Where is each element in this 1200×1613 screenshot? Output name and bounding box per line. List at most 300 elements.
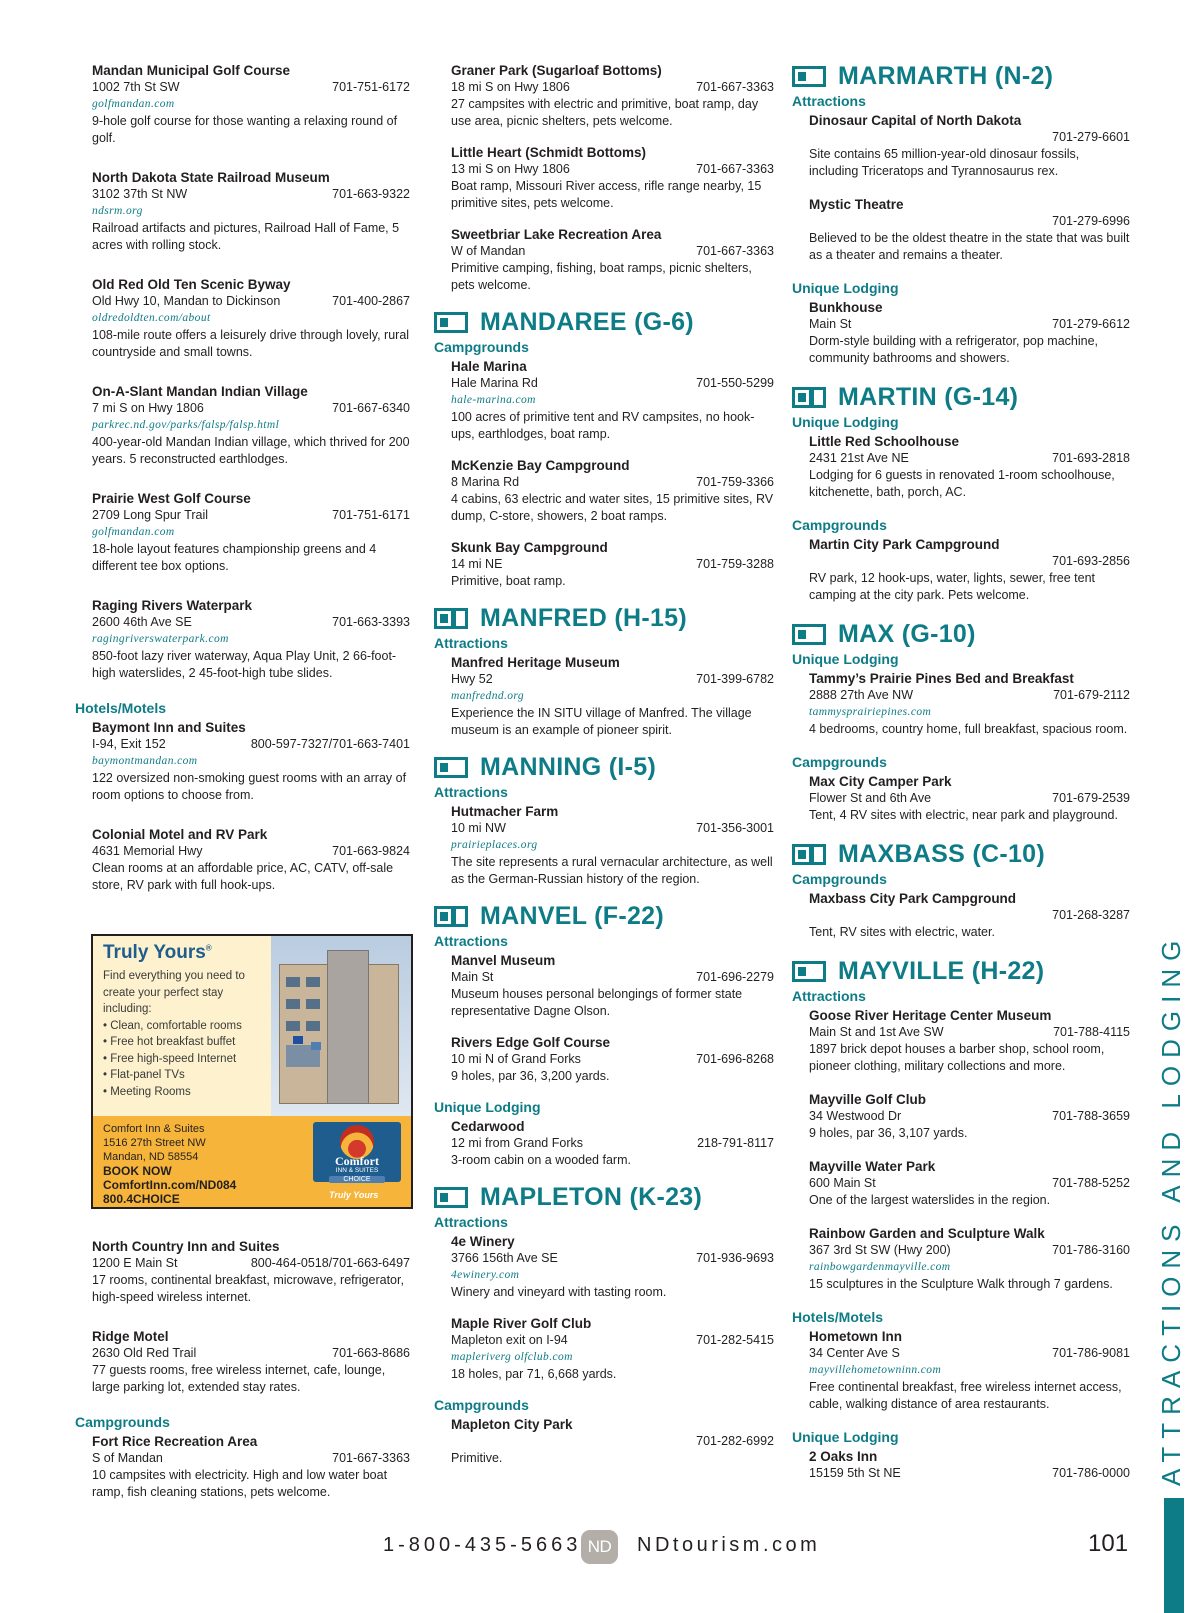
listing-group xyxy=(792,1448,1130,1482)
listing-address-row xyxy=(92,400,410,417)
listing-entry xyxy=(809,112,1130,180)
section-hotels-motels: Hotels/Motels xyxy=(75,700,167,716)
listing-url[interactable]: ndsrm.org xyxy=(92,205,143,217)
listing-address-row xyxy=(451,820,774,837)
listing-entry xyxy=(809,299,1130,367)
listing-entry xyxy=(809,1007,1130,1075)
map-grid-icon xyxy=(792,844,826,865)
listing-address: S of Mandan xyxy=(92,1451,163,1465)
listing-url[interactable]: baymontmandan.com xyxy=(92,755,198,767)
listing-address-row xyxy=(92,736,410,753)
section-label: Unique Lodging xyxy=(792,651,899,667)
listing-address-row xyxy=(92,1255,410,1272)
listing-name: Maxbass City Park Campground xyxy=(809,891,1017,906)
listing-description: Tent, 4 RV sites with electric, near park and playground. xyxy=(809,808,1118,822)
ad-bullet-list xyxy=(103,1018,263,1101)
listing-phone: 701-279-6996 xyxy=(1052,214,1130,228)
listing-address-row xyxy=(809,316,1130,333)
listing-address-row xyxy=(451,161,774,178)
listing-description: Railroad artifacts and pictures, Railroad Hall of Fame, 5 acres with rolling stock. xyxy=(92,221,400,252)
ad-intro-text: Find everything you need to create your perfect stay including: xyxy=(103,970,245,1015)
ad-tagline: Truly Yours xyxy=(329,1190,379,1200)
town-name: MANVEL (F-22) xyxy=(480,902,665,930)
listing-entry xyxy=(451,1118,774,1169)
section-label: Attractions xyxy=(792,93,866,109)
side-tab-bar xyxy=(1164,1498,1184,1613)
flag-icon xyxy=(293,1036,303,1044)
listing-name: Goose River Heritage Center Museum xyxy=(809,1008,1052,1023)
listing-entry xyxy=(451,803,774,888)
listing-entry xyxy=(92,1433,410,1501)
listing-address-row xyxy=(92,186,410,203)
map-grid-icon xyxy=(792,624,826,645)
listing-name: Skunk Bay Campground xyxy=(451,540,608,555)
listing-address-row xyxy=(451,556,774,573)
listing-name: Mapleton City Park xyxy=(451,1417,573,1432)
town-name: MAYVILLE (H-22) xyxy=(838,957,1045,985)
listing-description: 77 guests rooms, free wireless internet, cafe, lounge, large parking lot, extended stay rates. xyxy=(92,1363,386,1394)
listing-address-row xyxy=(451,243,774,260)
listing-address: Old Hwy 10, Mandan to Dickinson xyxy=(92,294,281,308)
listing-entry xyxy=(451,358,774,443)
listing-group xyxy=(792,890,1130,941)
listing-group xyxy=(792,112,1130,264)
listing-phone: 701-667-3363 xyxy=(696,162,774,176)
listing-address: 1002 7th St SW xyxy=(92,80,180,94)
section-label: Campgrounds xyxy=(434,1397,529,1413)
listing-phone: 701-279-6612 xyxy=(1052,317,1130,331)
listing-description: Clean rooms at an affordable price, AC, CATV, off-sale store, RV park with full hook-ups. xyxy=(92,861,394,892)
listing-name: Mayville Water Park xyxy=(809,1159,936,1174)
listing-url[interactable]: hale-marina.com xyxy=(451,394,536,406)
listing-group xyxy=(434,803,774,888)
town-name: MANFRED (H-15) xyxy=(480,604,687,632)
listing-address: 34 Center Ave S xyxy=(809,1346,900,1360)
listing-url[interactable]: 4ewinery.com xyxy=(451,1269,520,1281)
listing-description: 17 rooms, continental breakfast, microwave, refrigerator, high-speed wireless internet. xyxy=(92,1273,404,1304)
listing-phone: 800-464-0518/701-663-6497 xyxy=(250,1256,410,1270)
listing-address-row xyxy=(809,1024,1130,1041)
listing-address-row xyxy=(809,790,1130,807)
hotel-photo xyxy=(271,936,411,1116)
listing-address: 2888 27th Ave NW xyxy=(809,688,914,702)
listing-address-row xyxy=(451,1332,774,1349)
listing-phone: 701-786-9081 xyxy=(1052,1346,1130,1360)
listing-entry xyxy=(92,1238,410,1306)
listing-address: 2709 Long Spur Trail xyxy=(92,508,209,522)
ad-web[interactable]: ComfortInn.com/ND084 xyxy=(103,1178,237,1192)
listing-phone: 701-663-9322 xyxy=(332,187,410,201)
town-name: MANNING (I-5) xyxy=(480,753,657,781)
listing-entry xyxy=(92,597,410,682)
listing-group xyxy=(792,1007,1130,1293)
listing-description: 9 holes, par 36, 3,200 yards. xyxy=(451,1069,610,1083)
town-heading xyxy=(792,62,1130,91)
listing-entry xyxy=(92,169,410,254)
section-label: Campgrounds xyxy=(434,339,529,355)
listing-address-row xyxy=(809,450,1130,467)
comfort-logo xyxy=(313,1122,401,1182)
column-1 xyxy=(75,62,410,916)
town-heading xyxy=(792,957,1130,986)
section-label: Unique Lodging xyxy=(792,1429,899,1445)
mandan-campgrounds-continued xyxy=(434,62,774,294)
listing-url[interactable]: mayvillehometowninn.com xyxy=(809,1364,942,1376)
listing-name: Dinosaur Capital of North Dakota xyxy=(809,113,1022,128)
listing-name: Cedarwood xyxy=(451,1119,525,1134)
listing-address-row xyxy=(451,671,774,688)
listing-description: 9-hole golf course for those wanting a relaxing round of golf. xyxy=(92,114,398,145)
listing-entry xyxy=(809,433,1130,501)
listing-address: Hwy 52 xyxy=(451,672,493,686)
section-label: Attractions xyxy=(434,784,508,800)
listing-name: Martin City Park Campground xyxy=(809,537,1000,552)
listing-entry xyxy=(92,1328,410,1396)
section-label: Hotels/Motels xyxy=(792,1309,884,1325)
ad-address xyxy=(103,1122,303,1164)
town-heading xyxy=(434,902,774,931)
listing-url[interactable]: manfrednd.org xyxy=(451,690,525,702)
ad-bullet: • Clean, comfortable rooms xyxy=(103,1019,242,1032)
listing-name: Colonial Motel and RV Park xyxy=(92,827,268,842)
listing-phone: 701-356-3001 xyxy=(696,821,774,835)
listing-phone: 701-759-3366 xyxy=(696,475,774,489)
listing-url[interactable]: tammysprairiepines.com xyxy=(809,706,932,718)
listing-url[interactable]: golfmandan.com xyxy=(92,526,175,538)
nd-badge-icon: ND xyxy=(581,1530,618,1564)
listing-group xyxy=(792,433,1130,501)
listing-description: Lodging for 6 guests in renovated 1-room schoolhouse, kitchenette, bath, porch, AC. xyxy=(809,468,1115,499)
listing-address: W of Mandan xyxy=(451,244,526,258)
listing-group xyxy=(792,299,1130,367)
town-heading xyxy=(434,1183,774,1212)
listing-address-row xyxy=(809,1108,1130,1125)
listing-phone: 701-693-2856 xyxy=(1052,554,1130,568)
listing-address: Hale Marina Rd xyxy=(451,376,538,390)
ad-city: Mandan, ND 58554 xyxy=(103,1151,199,1163)
listing-group xyxy=(792,536,1130,604)
town-name: MAPLETON (K-23) xyxy=(480,1183,703,1211)
ad-booking xyxy=(103,1164,236,1206)
listing-url[interactable]: prairieplaces.org xyxy=(451,839,538,851)
listing-description: 10 campsites with electricity. High and low water boat ramp, fish cleaning stations, pets welcome. xyxy=(92,1468,388,1499)
map-grid-icon xyxy=(434,757,468,778)
section-label: Attractions xyxy=(792,988,866,1004)
listing-group xyxy=(792,1328,1130,1413)
footer-phone: 1-800-435-5663 xyxy=(383,1534,582,1556)
town-name: MAX (G-10) xyxy=(838,620,976,648)
listing-address: 2600 46th Ave SE xyxy=(92,615,192,629)
listing-address: 15159 5th St NE xyxy=(809,1466,901,1480)
listing-description: Site contains 65 million-year-old dinosaur fossils, including Triceratops and Tyrannosaurus rex. xyxy=(809,147,1080,178)
listing-entry xyxy=(809,196,1130,264)
listing-address: 1200 E Main St xyxy=(92,1256,178,1270)
town-heading xyxy=(792,383,1130,412)
town-name: MANDAREE (G-6) xyxy=(480,308,694,336)
listing-entry xyxy=(451,1315,774,1383)
listing-phone: 701-759-3288 xyxy=(696,557,774,571)
listing-description: 18-hole layout features championship greens and 4 different tee box options. xyxy=(92,542,377,573)
listing-description: One of the largest waterslides in the region. xyxy=(809,1193,1051,1207)
listing-entry xyxy=(451,654,774,739)
listing-address: Main St and 1st Ave SW xyxy=(809,1025,944,1039)
listing-name: Mandan Municipal Golf Course xyxy=(92,63,291,78)
listing-name: Hale Marina xyxy=(451,359,527,374)
listing-entry xyxy=(92,62,410,147)
listing-description: 3-room cabin on a wooded farm. xyxy=(451,1153,631,1167)
listing-address-row xyxy=(92,507,410,524)
listing-entry xyxy=(451,952,774,1020)
listing-entry xyxy=(809,890,1130,941)
listing-address: Flower St and 6th Ave xyxy=(809,791,932,805)
listing-description: Free continental breakfast, free wireless internet access, cable, walking distance of area restaurants. xyxy=(809,1380,1122,1411)
listing-address: Main St xyxy=(451,970,494,984)
listing-description: 100 acres of primitive tent and RV campsites, no hook-ups, earthlodges, boat ramp. xyxy=(451,410,755,441)
listing-address: 367 3rd St SW (Hwy 200) xyxy=(809,1243,951,1257)
listing-url[interactable]: oldredoldten.com/about xyxy=(92,312,211,324)
listing-group xyxy=(792,670,1130,738)
section-campgrounds: Campgrounds xyxy=(75,1414,170,1430)
mandan-attractions-list xyxy=(75,62,410,682)
listing-entry xyxy=(92,826,410,894)
town-heading xyxy=(434,604,774,633)
listing-description: 27 campsites with electric and primitive, boat ramp, day use area, picnic shelters, pets welcome. xyxy=(451,97,759,128)
listing-phone: 701-788-5252 xyxy=(1052,1176,1130,1190)
listing-address-row xyxy=(92,614,410,631)
listing-address: 2431 21st Ave NE xyxy=(809,451,909,465)
map-grid-icon xyxy=(434,608,468,629)
listing-url[interactable]: ragingriverswaterpark.com xyxy=(92,633,229,645)
town-name: MARTIN (G-14) xyxy=(838,383,1019,411)
ad-hotel-name: Comfort Inn & Suites xyxy=(103,1123,205,1135)
listing-phone: 701-696-2279 xyxy=(696,970,774,984)
listing-name: Fort Rice Recreation Area xyxy=(92,1434,258,1449)
listing-description: Winery and vineyard with tasting room. xyxy=(451,1285,667,1299)
listing-phone: 701-550-5299 xyxy=(696,376,774,390)
listing-name: Hutmacher Farm xyxy=(451,804,559,819)
listing-description: 4 cabins, 63 electric and water sites, 15 primitive sites, RV dump, C-store, showers, 2 boat ramps. xyxy=(451,492,774,523)
listing-phone: 701-667-6340 xyxy=(332,401,410,415)
listing-address: 14 mi NE xyxy=(451,557,503,571)
listing-group xyxy=(434,952,774,1085)
listing-phone: 701-751-6172 xyxy=(332,80,410,94)
section-label: Attractions xyxy=(434,933,508,949)
listing-phone: 701-786-3160 xyxy=(1052,1243,1130,1257)
listing-entry xyxy=(451,539,774,590)
listing-phone: 701-268-3287 xyxy=(1052,908,1130,922)
listing-phone: 701-693-2818 xyxy=(1052,451,1130,465)
listing-entry xyxy=(451,226,774,294)
listing-name: Old Red Old Ten Scenic Byway xyxy=(92,277,291,292)
town-heading xyxy=(434,308,774,337)
listing-phone: 701-696-8268 xyxy=(696,1052,774,1066)
listing-phone: 701-936-9693 xyxy=(696,1251,774,1265)
ad-book-now: BOOK NOW xyxy=(103,1164,172,1178)
listing-entry xyxy=(809,773,1130,824)
listing-name: Manfred Heritage Museum xyxy=(451,655,620,670)
listing-address: 7 mi S on Hwy 1806 xyxy=(92,401,204,415)
listing-description: Primitive, boat ramp. xyxy=(451,574,566,588)
mandan-hotels-list xyxy=(75,719,410,894)
listing-name: Mayville Golf Club xyxy=(809,1092,927,1107)
listing-description: 15 sculptures in the Sculpture Walk through 7 gardens. xyxy=(809,1277,1113,1291)
listing-url[interactable]: rainbowgardenmayville.com xyxy=(809,1261,951,1273)
listing-name: Max City Camper Park xyxy=(809,774,952,789)
listing-phone: 701-399-6782 xyxy=(696,672,774,686)
listing-description: 18 holes, par 71, 6,668 yards. xyxy=(451,1367,617,1381)
listing-group xyxy=(434,1118,774,1169)
listing-name: Little Heart (Schmidt Bottoms) xyxy=(451,145,647,160)
section-label: Campgrounds xyxy=(792,871,887,887)
listing-entry xyxy=(451,144,774,212)
listing-group xyxy=(434,1233,774,1383)
listing-name: North Country Inn and Suites xyxy=(92,1239,280,1254)
listing-phone: 701-679-2112 xyxy=(1053,688,1130,702)
listing-entry xyxy=(451,1233,774,1301)
town-name: MAXBASS (C-10) xyxy=(838,840,1045,868)
map-grid-icon xyxy=(792,66,826,87)
listing-phone: 701-663-3393 xyxy=(332,615,410,629)
listing-description: Believed to be the oldest theatre in the state that was built as a theater and remains a theater. xyxy=(809,231,1130,262)
choice-badge: CHOICE xyxy=(329,1176,385,1183)
listing-description: RV park, 12 hook-ups, water, lights, sewer, free tent camping at the city park. Pets welcome. xyxy=(809,571,1096,602)
listing-entry xyxy=(809,1158,1130,1209)
listing-description: 4 bedrooms, country home, full breakfast, spacious room. xyxy=(809,722,1128,736)
listing-address-row xyxy=(451,1250,774,1267)
footer-website[interactable]: NDtourism.com xyxy=(637,1534,821,1556)
listing-entry xyxy=(451,1034,774,1085)
listing-phone: 701-282-6992 xyxy=(696,1434,774,1448)
listing-description: 9 holes, par 36, 3,107 yards. xyxy=(809,1126,968,1140)
listing-entry xyxy=(92,383,410,468)
listing-address-row xyxy=(451,1135,774,1152)
listing-address: I-94, Exit 152 xyxy=(92,737,166,751)
listing-entry xyxy=(809,536,1130,604)
mandan-hotels-list-2 xyxy=(75,1238,410,1396)
listing-address: Main St xyxy=(809,317,852,331)
listing-address: 2630 Old Red Trail xyxy=(92,1346,197,1360)
mandan-campgrounds-list xyxy=(75,1433,410,1501)
listing-name: Graner Park (Sugarloaf Bottoms) xyxy=(451,63,662,78)
listing-address: 34 Westwood Dr xyxy=(809,1109,902,1123)
listing-name: Sweetbriar Lake Recreation Area xyxy=(451,227,662,242)
listing-entry xyxy=(809,670,1130,738)
listing-address-row xyxy=(451,969,774,986)
ad-title: Truly Yours® xyxy=(103,942,212,963)
comfort-inn-advertisement[interactable] xyxy=(91,934,413,1209)
listing-address-row xyxy=(809,1242,1130,1259)
listing-address-row xyxy=(809,1345,1130,1362)
listing-description: 400-year-old Mandan Indian village, which thrived for 200 years. 5 reconstructed earthlodges. xyxy=(92,435,410,466)
listing-description: 122 oversized non-smoking guest rooms with an array of room options to choose from. xyxy=(92,771,407,802)
ad-bullet: • Free high-speed Internet xyxy=(103,1052,237,1065)
ad-phone: 800.4CHOICE xyxy=(103,1192,180,1206)
listing-address-row xyxy=(451,474,774,491)
listing-phone: 701-788-3659 xyxy=(1052,1109,1130,1123)
listing-name: Manvel Museum xyxy=(451,953,556,968)
listing-group xyxy=(434,654,774,739)
listing-phone: 701-786-0000 xyxy=(1052,1466,1130,1480)
listing-entry xyxy=(809,1225,1130,1293)
listing-address-row xyxy=(92,1450,410,1467)
listing-address-row xyxy=(92,843,410,860)
map-grid-icon xyxy=(792,387,826,408)
listing-name: Hometown Inn xyxy=(809,1329,902,1344)
ad-street: 1516 27th Street NW xyxy=(103,1137,206,1149)
listing-url[interactable]: golfmandan.com xyxy=(92,98,175,110)
listing-phone: 701-667-3363 xyxy=(696,244,774,258)
listing-group xyxy=(434,358,774,590)
listing-address-row xyxy=(809,1175,1130,1192)
listing-address-row xyxy=(451,375,774,392)
listing-address-row xyxy=(809,687,1130,704)
listing-address: 8 Marina Rd xyxy=(451,475,520,489)
listing-name: Maple River Golf Club xyxy=(451,1316,592,1331)
listing-address: 4631 Memorial Hwy xyxy=(92,844,203,858)
listing-name: McKenzie Bay Campground xyxy=(451,458,630,473)
listing-entry xyxy=(92,719,410,804)
listing-name: Bunkhouse xyxy=(809,300,883,315)
listing-description: 1897 brick depot houses a barber shop, school room, pioneer clothing, military collections and more. xyxy=(809,1042,1105,1073)
map-grid-icon xyxy=(434,312,468,333)
town-heading xyxy=(792,620,1130,649)
column-2-towns xyxy=(434,308,774,1467)
column-3 xyxy=(792,62,1130,1498)
section-label: Unique Lodging xyxy=(792,414,899,430)
listing-address: 13 mi S on Hwy 1806 xyxy=(451,162,570,176)
listing-address-row xyxy=(451,1051,774,1068)
listing-entry xyxy=(809,1328,1130,1413)
page-number: 101 xyxy=(1088,1530,1129,1557)
section-label: Campgrounds xyxy=(792,754,887,770)
listing-name: Mystic Theatre xyxy=(809,197,904,212)
listing-address: 600 Main St xyxy=(809,1176,876,1190)
listing-name: North Dakota State Railroad Museum xyxy=(92,170,330,185)
listing-phone: 701-663-8686 xyxy=(332,1346,410,1360)
map-grid-icon xyxy=(434,906,468,927)
listing-name: Rivers Edge Golf Course xyxy=(451,1035,611,1050)
listing-name: Little Red Schoolhouse xyxy=(809,434,960,449)
listing-name: On-A-Slant Mandan Indian Village xyxy=(92,384,308,399)
flag-icon xyxy=(311,1042,321,1050)
ad-bullet: • Meeting Rooms xyxy=(103,1085,191,1098)
listing-address-row xyxy=(809,1465,1130,1482)
listing-description: Tent, RV sites with electric, water. xyxy=(809,925,995,939)
listing-name: Tammy’s Prairie Pines Bed and Breakfast xyxy=(809,671,1074,686)
listing-entry xyxy=(451,457,774,525)
listing-phone: 701-663-9824 xyxy=(332,844,410,858)
section-label: Attractions xyxy=(434,1214,508,1230)
listing-url[interactable]: parkrec.nd.gov/parks/falsp/falsp.html xyxy=(92,419,280,431)
listing-description: Experience the IN SITU village of Manfred. The village museum is an example of pioneer spirit. xyxy=(451,706,752,737)
listing-address: 10 mi N of Grand Forks xyxy=(451,1052,581,1066)
listing-name: Rainbow Garden and Sculpture Walk xyxy=(809,1226,1045,1241)
map-grid-icon xyxy=(434,1187,468,1208)
listing-description: 108-mile route offers a leisurely drive through lovely, rural countryside and small towns. xyxy=(92,328,410,359)
listing-url[interactable]: mapleriverg olfclub.com xyxy=(451,1351,573,1363)
listing-group xyxy=(792,773,1130,824)
listing-name: Raging Rivers Waterpark xyxy=(92,598,253,613)
listing-address: 10 mi NW xyxy=(451,821,506,835)
listing-group xyxy=(434,1416,774,1467)
map-grid-icon xyxy=(792,961,826,982)
listing-description: Primitive camping, fishing, boat ramps, picnic shelters, pets welcome. xyxy=(451,261,752,292)
listing-description: Museum houses personal belongings of former state representative Dagne Olson. xyxy=(451,987,743,1018)
listing-phone: 701-282-5415 xyxy=(696,1333,774,1347)
town-heading xyxy=(434,753,774,782)
listing-address-row xyxy=(451,79,774,96)
listing-description: 850-foot lazy river waterway, Aqua Play Unit, 2 66-foot-high waterslides, 2 45-foot-high tube slides. xyxy=(92,649,397,680)
